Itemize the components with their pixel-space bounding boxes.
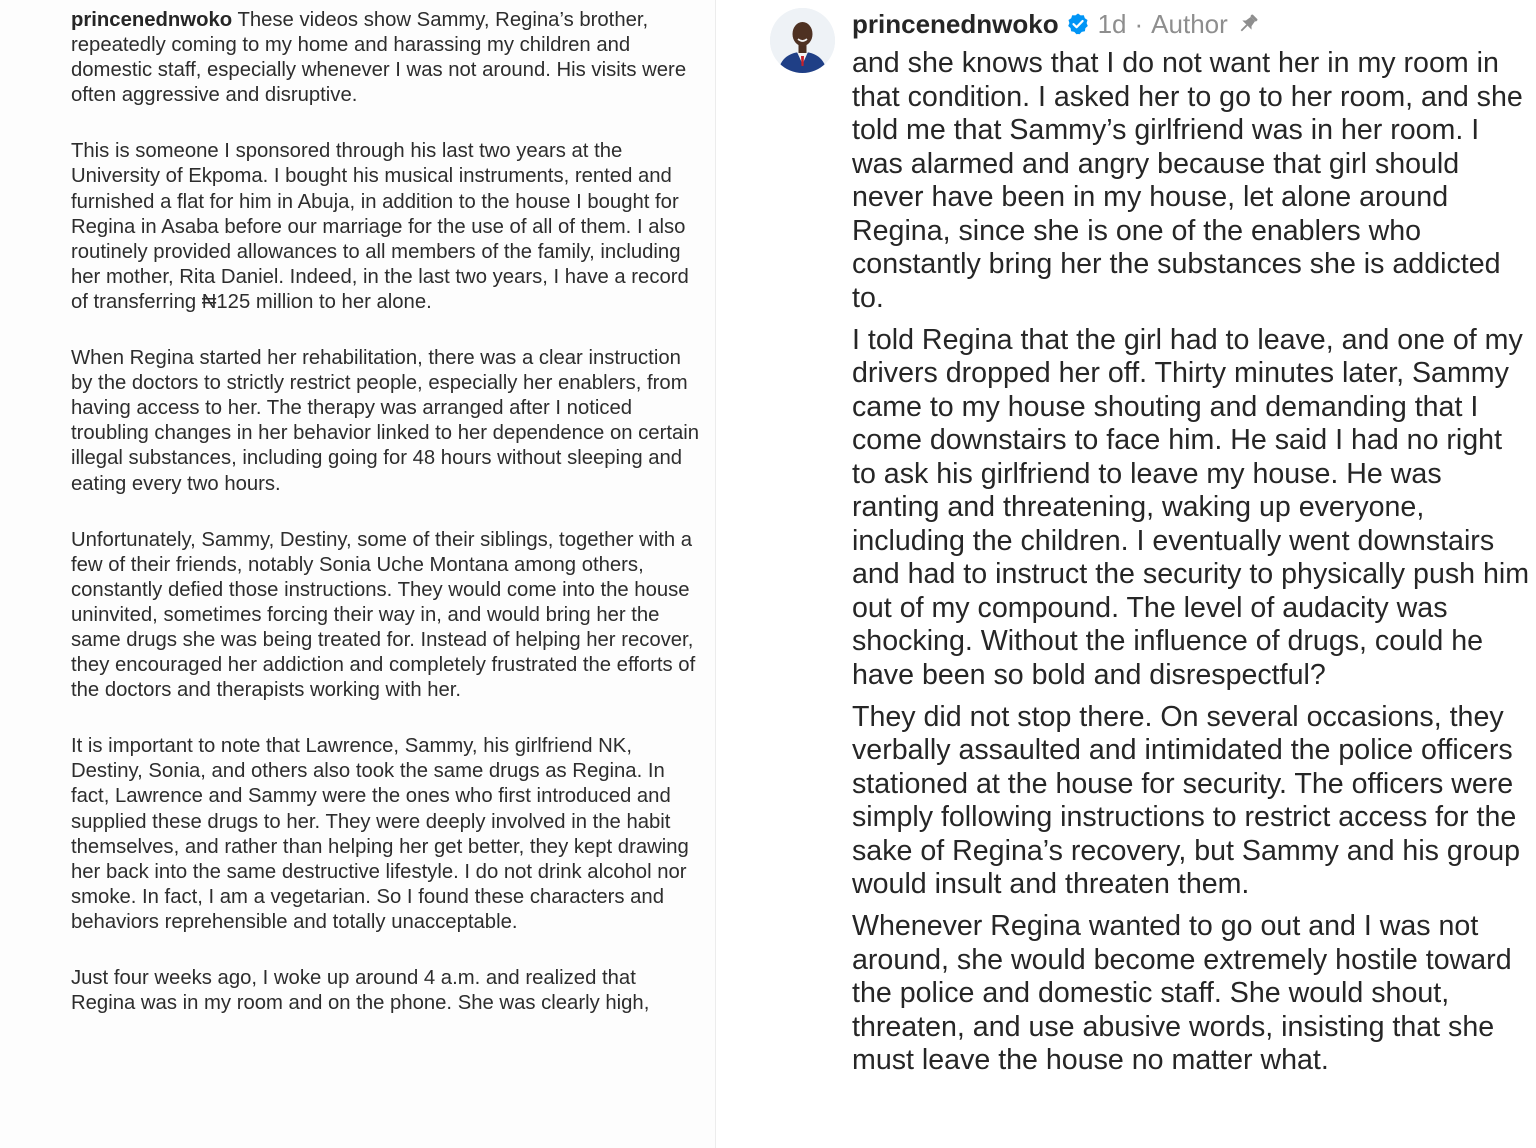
caption-paragraph: It is important to note that Lawrence, Sammy, his girlfriend NK, Destiny, Sonia, and others also took the same drugs as Regina. In fact, Lawrence and Sammy were the ones who first introduced and supplied these drugs to her. They were deeply involved in the habit themselves, and rather than helping her get better, they kept drawing her back into the same destructive lifestyle. I do not drink alcohol nor smoke. In fact, I am a vegetarian. So I found these characters and behaviors reprehensible and totally unacceptable. — [71, 735, 689, 933]
avatar[interactable] — [770, 8, 835, 73]
comment-paragraph: Whenever Regina wanted to go out and I was not around, she would become extremely hostile toward the police and domestic staff. She would shout, threaten, and use abusive words, insisting that she must leave the house no matter what. — [852, 910, 1512, 1077]
caption-paragraph — [71, 8, 701, 108]
caption-text: These videos show Sammy, Regina’s brother, repeatedly coming to my home and harassing my children and domestic staff, especially whenever I was not around. His visits were often aggressive and disruptive. — [71, 9, 687, 107]
comment-header — [852, 4, 1260, 44]
caption-username[interactable]: princenednwoko — [71, 9, 233, 31]
avatar-image — [770, 8, 835, 73]
author-comment-panel — [716, 0, 1536, 1148]
comment-username[interactable]: princenednwoko — [852, 8, 1059, 39]
meta-separator: · — [1134, 8, 1144, 39]
comment-body — [852, 47, 1530, 1086]
author-label: Author — [1151, 8, 1228, 39]
pin-icon — [1236, 12, 1260, 36]
comment-paragraph: and she knows that I do not want her in my room in that condition. I asked her to go to her room, and she told me that Sammy’s girlfriend was in her room. I was alarmed and angry because that girl should never have been in my house, let alone around Regina, since she is one of the enablers who constantly bring her the substances she is addicted to. — [852, 47, 1523, 314]
caption-paragraph: When Regina started her rehabilitation, there was a clear instruction by the doctors to strictly restrict people, especially her enablers, from having access to her. The therapy was arranged after I noticed troubling changes in her behavior linked to her dependence on certain illegal substances, including going for 48 hours without sleeping and eating every two hours. — [71, 347, 700, 495]
post-caption-panel — [0, 0, 716, 1148]
comment-paragraph: I told Regina that the girl had to leave, and one of my drivers dropped her off. Thirty minutes later, Sammy came to my house shouting and demanding that I come downstairs to face him. He said I had no right to ask his girlfriend to leave my house. He was ranting and threatening, waking up everyone, including the children. I eventually went downstairs and had to instruct the security to physically push him out of my compound. The level of audacity was shocking. Without the influence of drugs, could he have been so bold and disrespectful? — [852, 323, 1530, 691]
caption-paragraph: This is someone I sponsored through his last two years at the University of Ekpoma. I bought his musical instruments, rented and furnished a flat for him in Abuja, in addition to the house I bought for Regina in Asaba before our marriage for the use of all of them. I also routinely provided allowances to all members of the family, including her mother, Rita Daniel. Indeed, in the last two years, I have a record of transferring ₦125 million to her alone. — [71, 140, 689, 313]
comment-paragraph: They did not stop there. On several occasions, they verbally assaulted and intimidated the police officers stationed at the house for security. The officers were simply following instructions to restrict access for the sake of Regina’s recovery, but Sammy and his group would insult and threaten them. — [852, 700, 1521, 901]
verified-badge-icon — [1066, 12, 1090, 36]
post-caption — [71, 8, 701, 1047]
comment-age: 1d — [1097, 8, 1127, 39]
caption-paragraph: Unfortunately, Sammy, Destiny, some of their siblings, together with a few of their friends, notably Sonia Uche Montana among others, constantly defied those instructions. They would come into the house uninvited, sometimes forcing their way in, and would bring her the same drugs she was being treated for. Instead of helping her recover, they encouraged her addiction and completely frustrated the efforts of the doctors and therapists working with her. — [71, 528, 696, 702]
caption-paragraph: Just four weeks ago, I woke up around 4 a.m. and realized that Regina was in my room and on the phone. She was clearly high, — [71, 967, 650, 1015]
